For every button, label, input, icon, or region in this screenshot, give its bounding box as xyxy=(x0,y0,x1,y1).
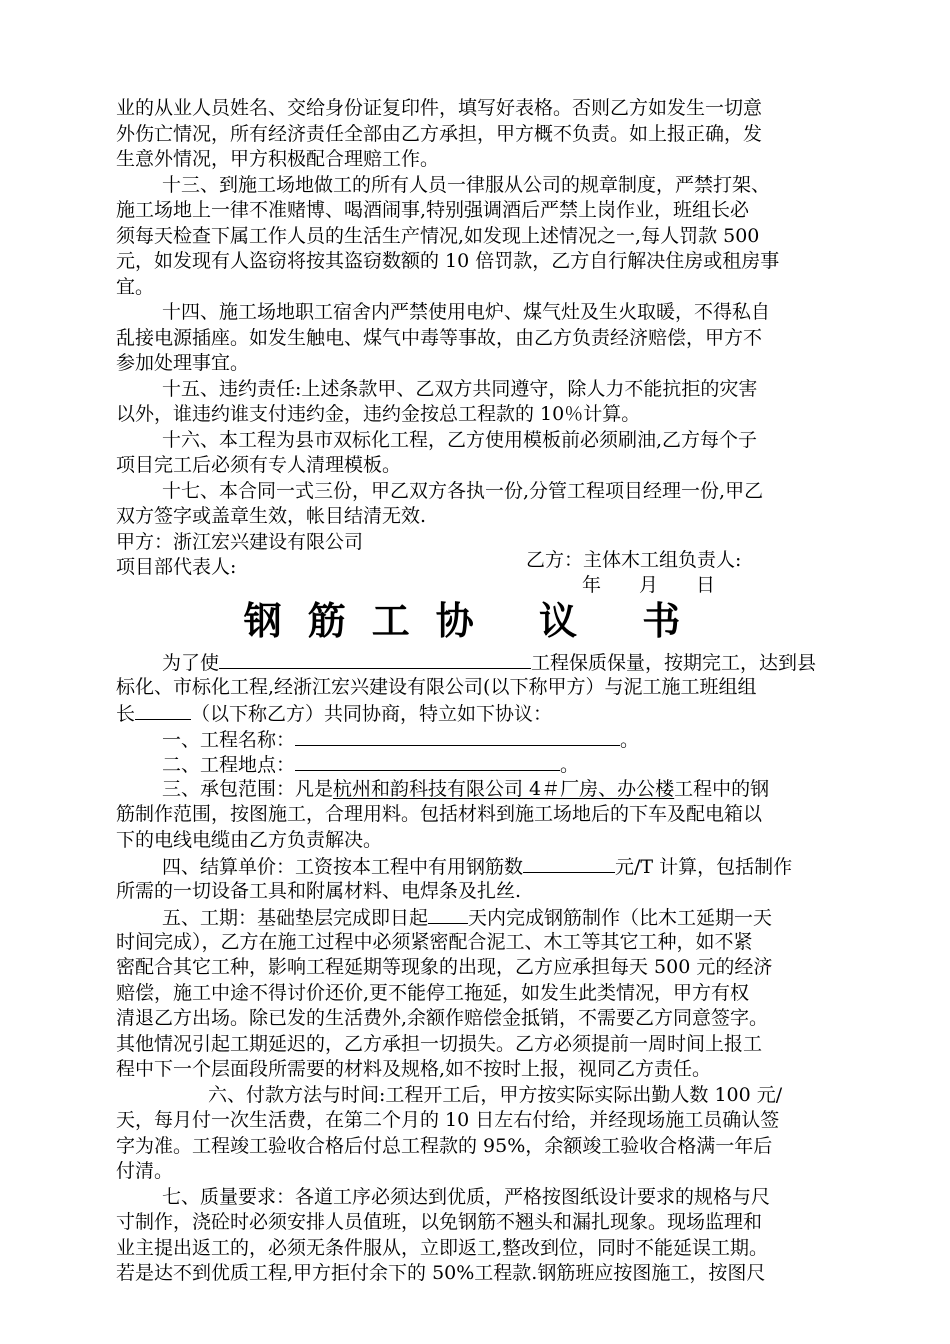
para-13-line: 十三、到施工场地做工的所有人员一律服从公司的规章制度，严禁打架、 xyxy=(162,173,771,196)
item-7-line: 寸制作，浇砼时必须安排人员值班，以免钢筋不翘头和漏扎现象。现场监理和 xyxy=(116,1211,763,1233)
item-6-line: 字为准。工程竣工验收合格后付总工程款的 95%，余额竣工验收合格满一年后 xyxy=(116,1134,773,1157)
para-16-line: 项目完工后必须有专人清理模板。 xyxy=(116,454,402,476)
para-17-line: 双方签字或盖章生效，帐目结清无效. xyxy=(116,505,427,527)
item-5-line: 其他情况引起工期延迟的，乙方承担一切损失。乙方必须提前一周时间上报工 xyxy=(116,1032,763,1055)
item-4-line: 所需的一切设备工具和附属材料、电焊条及扎丝. xyxy=(116,879,522,902)
team-leader-blank xyxy=(135,700,191,720)
item-7-line: 业主提出返工的，必须无条件服从，立即返工,整改到位，同时不能延误工期。 xyxy=(116,1236,769,1259)
item-6-line: 六、付款方法与时间:工程开工后，甲方按实际实际出勤人数 100 元/ xyxy=(208,1083,783,1106)
item-5-line: 清退乙方出场。除已发的生活费外,余额作赔偿金抵销，不需要乙方同意签字。 xyxy=(116,1007,769,1029)
para-15-line: 十五、违约责任:上述条款甲、乙双方共同遵守，除人力不能抗拒的灾害 xyxy=(162,377,758,400)
item-5-line: 五、工期：基础垫层完成即日起 天内完成钢筋制作（比木工延期一天 xyxy=(116,904,891,930)
item-2-project-location: 二、工程地点： 。 xyxy=(116,751,891,777)
item-3-line: 三、承包范围：凡是杭州和韵科技有限公司 4＃厂房、办公楼工程中的钢 xyxy=(162,777,770,800)
para-12-line: 外伤亡情况，所有经济责任全部由乙方承担，甲方概不负责。如上报正确，发 xyxy=(116,122,763,145)
item-5-line: 时间完成），乙方在施工过程中必须紧密配合泥工、木工等其它工种，如不紧 xyxy=(116,930,753,953)
unit-price-blank xyxy=(523,853,615,873)
item-6-line: 天，每月付一次生活费，在第二个月的 10 日左右付给，并经现场施工员确认签 xyxy=(116,1109,780,1131)
item-7-line: 若是达不到优质工程,甲方拒付余下的 50%工程款.钢筋班应按图施工，按图尺 xyxy=(116,1262,766,1284)
para-14-line: 十四、施工场地职工宿舍内严禁使用电炉、煤气灶及生火取暖，不得私自 xyxy=(162,301,771,323)
days-blank xyxy=(428,904,468,924)
para-12-line: 业的从业人员姓名、交给身份证复印件，填写好表格。否则乙方如发生一切意 xyxy=(116,97,763,119)
para-12-line: 生意外情况，甲方积极配合理赔工作。 xyxy=(116,148,440,170)
page-title: 钢筋工协 议 书 xyxy=(243,599,707,643)
contract-project-name: 杭州和韵科技有限公司 4＃厂房、办公楼 xyxy=(333,777,675,800)
signature-date: 年 月 日 xyxy=(582,574,716,596)
party-a-representative: 项目部代表人: xyxy=(116,556,237,578)
item-5-line: 赔偿，施工中途不得讨价还价,更不能停工拖延，如发生此类情况，甲方有权 xyxy=(116,981,750,1004)
rebar-agreement-body xyxy=(116,649,891,1287)
item-5-line: 密配合其它工种，影响工程延期等现象的出现，乙方应承担每天 500 元的经济 xyxy=(116,956,773,978)
para-13-line: 元，如发现有人盗窃将按其盗窃数额的 10 倍罚款，乙方自行解决住房或租房事 xyxy=(116,250,780,272)
para-17-line: 十七、本合同一式三份，甲乙双方各执一份,分管工程项目经理一份,甲乙 xyxy=(162,479,764,502)
project-name-blank xyxy=(219,649,531,669)
item-6-line: 付清。 xyxy=(116,1160,174,1182)
project-name-field xyxy=(295,726,620,746)
intro-line: 标化、市标化工程,经浙江宏兴建设有限公司(以下称甲方）与泥工施工班组组 xyxy=(116,675,757,698)
para-14-line: 参加处理事宜。 xyxy=(116,352,250,374)
para-13-line: 须每天检查下属工作人员的生活生产情况,如发现上述情况之一,每人罚款 500 xyxy=(116,224,760,247)
item-3-line: 筋制作范围，按图施工，合理用料。包括材料到施工场地后的下车及配电箱以 xyxy=(116,803,763,825)
item-4-line: 四、结算单价：工资按本工程中有用钢筋数 元/T 计算，包括制作 xyxy=(116,853,891,879)
intro-line: 长 （以下称乙方）共同协商，特立如下协议： xyxy=(116,700,891,726)
party-a-signature: 甲方：浙江宏兴建设有限公司 xyxy=(116,530,364,553)
item-3-line: 下的电线电缆由乙方负责解决。 xyxy=(116,828,383,851)
contract-section-previous xyxy=(116,96,891,581)
party-b-signature: 乙方：主体木工组负责人: xyxy=(526,549,742,571)
item-7-line: 七、质量要求：各道工序必须达到优质，严格按图纸设计要求的规格与尺 xyxy=(162,1185,771,1208)
project-location-field xyxy=(295,751,560,771)
para-15-line: 以外，谁违约谁支付违约金，违约金按总工程款的 10％计算。 xyxy=(116,403,641,425)
item-5-line: 程中下一个层面段所需要的材料及规格,如不按时上报，视同乙方责任。 xyxy=(116,1058,712,1080)
para-13-line: 宜。 xyxy=(116,275,155,298)
para-14-line: 乱接电源插座。如发生触电、煤气中毒等事故，由乙方负责经济赔偿，甲方不 xyxy=(116,326,763,349)
para-16-line: 十六、本工程为县市双标化工程，乙方使用模板前必须刷油,乙方每个子 xyxy=(162,428,758,451)
item-1-project-name: 一、工程名称： 。 xyxy=(116,726,891,752)
intro-line: 为了使 工程保质保量，按期完工，达到县 xyxy=(116,649,891,675)
para-13-line: 施工场地上一律不准赌博、喝酒闹事,特别强调酒后严禁上岗作业，班组长必 xyxy=(116,199,750,221)
